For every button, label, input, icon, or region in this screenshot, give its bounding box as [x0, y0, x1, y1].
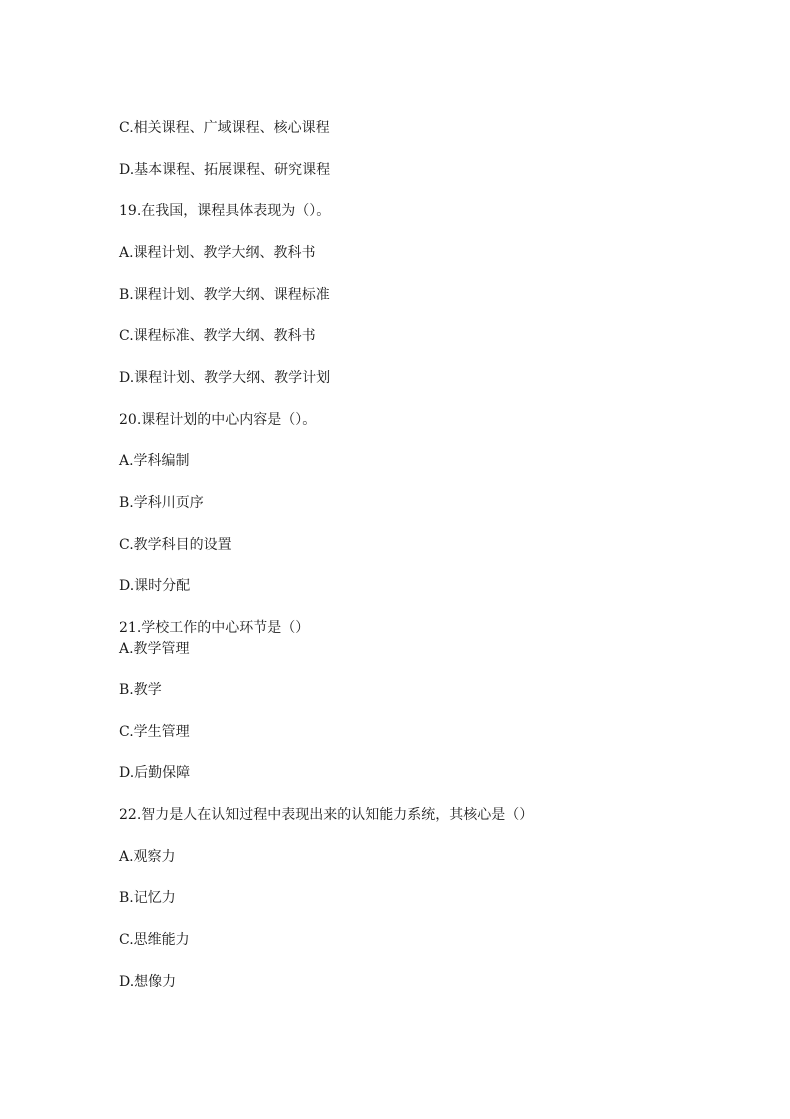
option-d-q22: D.想像力: [119, 974, 177, 990]
question-20: 20.课程计划的中心内容是（）。: [119, 412, 317, 428]
option-a-q22: A.观察力: [119, 849, 176, 865]
option-b-q19: B.课程计划、教学大纲、课程标准: [119, 287, 330, 303]
option-b-q21: B.教学: [119, 682, 162, 698]
option-c-q21: C.学生管理: [119, 724, 190, 740]
option-c-q19: C.课程标准、教学大纲、教科书: [119, 328, 316, 344]
option-b-q20: B.学科川页序: [119, 495, 204, 511]
question-22: 22.智力是人在认知过程中表现出来的认知能力系统，其核心是（）: [119, 807, 534, 823]
option-a-q21: A.教学管理: [119, 641, 190, 657]
option-d-q21: D.后勤保障: [119, 765, 191, 781]
option-d-q20: D.课时分配: [119, 578, 191, 594]
option-c-q22: C.思维能力: [119, 932, 190, 948]
option-c-q20: C.教学科目的设置: [119, 537, 232, 553]
question-21: 21.学校工作的中心环节是（）: [119, 620, 310, 636]
question-19: 19.在我国，课程具体表现为（）。: [119, 203, 331, 219]
option-b-q22: B.记忆力: [119, 890, 176, 906]
option-a-q19: A.课程计划、教学大纲、教科书: [119, 245, 316, 261]
option-d-q19: D.课程计划、教学大纲、教学计划: [119, 370, 331, 386]
option-c-q18: C.相关课程、广域课程、核心课程: [119, 120, 330, 136]
option-a-q20: A.学科编制: [119, 453, 190, 469]
option-d-q18: D.基本课程、拓展课程、研究课程: [119, 162, 331, 178]
